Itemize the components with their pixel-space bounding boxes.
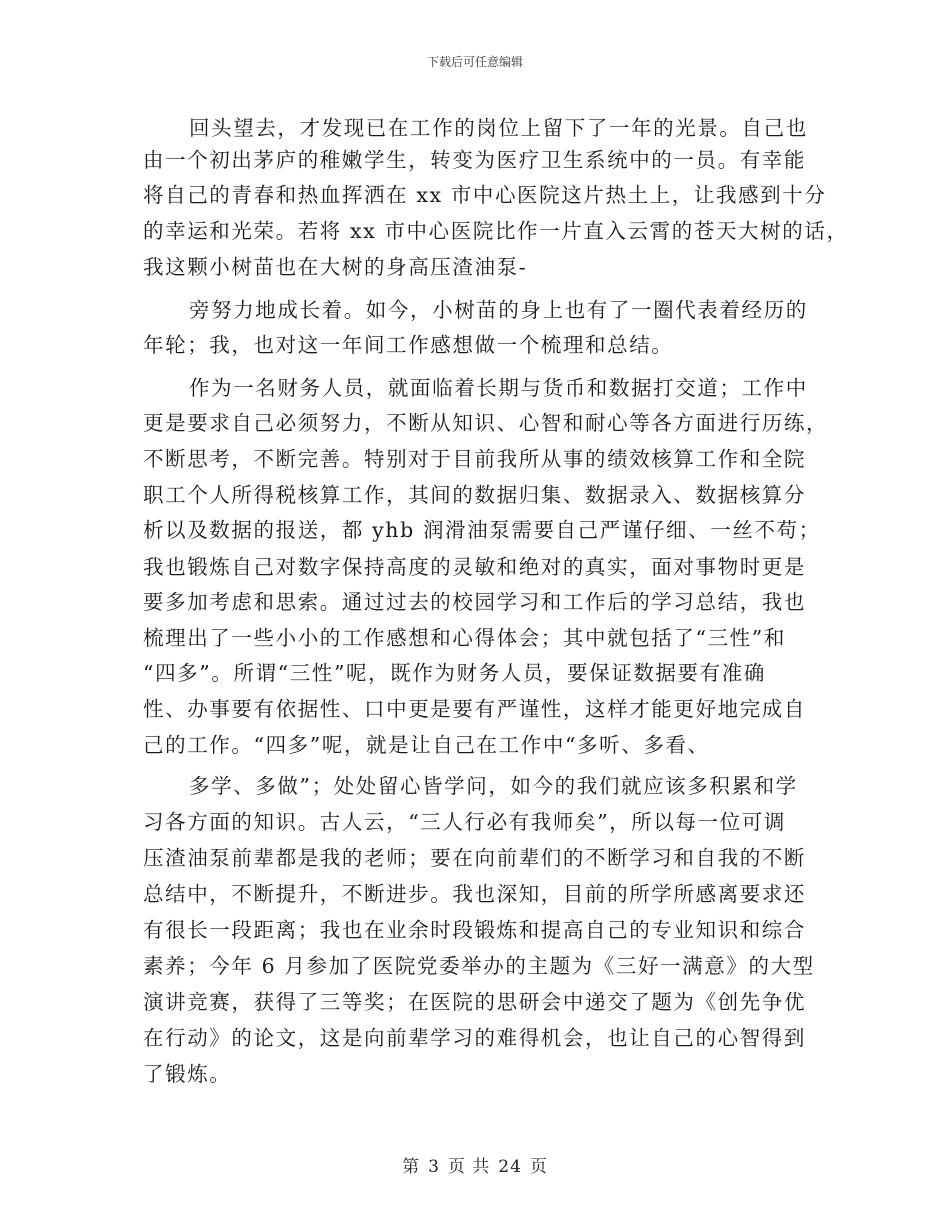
body-line-16: “四多”。所谓“三性”呢，既作为财务人员，要保证数据要有准确 [143,661,766,685]
body-line-24: 素养；今年 6 月参加了医院党委举办的主题为《三好一满意》的大型 [143,954,815,978]
body-line-15: 梳理出了一些小小的工作感想和心得体会；其中就包括了“三性”和 [143,626,786,650]
body-line-11: 职工个人所得税核算工作，其间的数据归集、数据录入、数据核算分 [143,483,806,507]
current-page-number: 3 [428,1157,440,1177]
total-page-count: 24 [498,1157,522,1177]
body-line-9: 更是要求自己必须努力，不断从知识、心智和耐心等各方面进行历练， [143,411,829,435]
body-line-18: 己的工作。“四多”呢，就是让自己在工作中“多听、多看、 [143,733,710,757]
body-line-8: 作为一名财务人员，就面临着长期与货币和数据打交道；工作中 [189,376,808,400]
body-line-23: 有很长一段距离；我也在业余时段锻炼和提高自己的专业知识和综合 [143,918,806,942]
body-line-10: 不断思考，不断完善。特别对于目前我所从事的绩效核算工作和全院 [143,447,806,471]
body-line-20: 习各方面的知识。古人云，“三人行必有我师矣”，所以每一位可调 [143,810,786,834]
body-line-1: 回头望去，才发现已在工作的岗位上留下了一年的光景。自己也 [189,116,808,140]
body-line-21: 压渣油泵前辈都是我的老师；要在向前辈们的不断学习和自我的不断 [143,846,806,870]
footer-middle: 页 共 [447,1157,491,1177]
body-line-3: 将自己的青春和热血挥洒在 xx 市中心医院这片热土上，让我感到十分 [143,183,827,207]
body-line-13: 我也锻炼自己对数字保持高度的灵敏和绝对的真实，面对事物时更是 [143,555,806,579]
body-line-17: 性、办事要有依据性、口中更是要有严谨性，这样才能更好地完成自 [143,697,806,721]
body-line-6: 旁努力地成长着。如今，小树苗的身上也有了一圈代表着经历的 [189,298,808,322]
body-line-25: 演讲竞赛，获得了三等奖；在医院的思研会中递交了题为《创先争优 [143,990,806,1014]
body-line-19: 多学、多做”；处处留心皆学问，如今的我们就应该多积累和学 [189,774,798,798]
body-line-12: 析以及数据的报送，都 yhb 润滑油泵需要自己严谨仔细、一丝不苟； [143,518,821,542]
body-line-27: 了锻炼。 [143,1062,232,1086]
header-note: 下载后可任意编辑 [426,55,523,69]
body-line-2: 由一个初出茅庐的稚嫩学生，转变为医疗卫生系统中的一员。有幸能 [143,148,806,172]
body-line-22: 总结中，不断提升，不断进步。我也深知，目前的所学所感离要求还 [143,882,806,906]
page-footer [0,1152,950,1177]
body-line-4: 的幸运和光荣。若将 xx 市中心医院比作一片直入云霄的苍天大树的话， [143,219,849,243]
body-line-26: 在行动》的论文，这是向前辈学习的难得机会，也让自己的心智得到 [143,1026,806,1050]
body-line-7: 年轮；我，也对这一年间工作感想做一个梳理和总结。 [143,333,674,357]
body-line-5: 我这颗小树苗也在大树的身高压渣油泵- [143,255,528,279]
body-line-14: 要多加考虑和思索。通过过去的校园学习和工作后的学习总结，我也 [143,590,806,614]
footer-prefix: 第 [402,1157,421,1177]
footer-suffix: 页 [529,1157,548,1177]
